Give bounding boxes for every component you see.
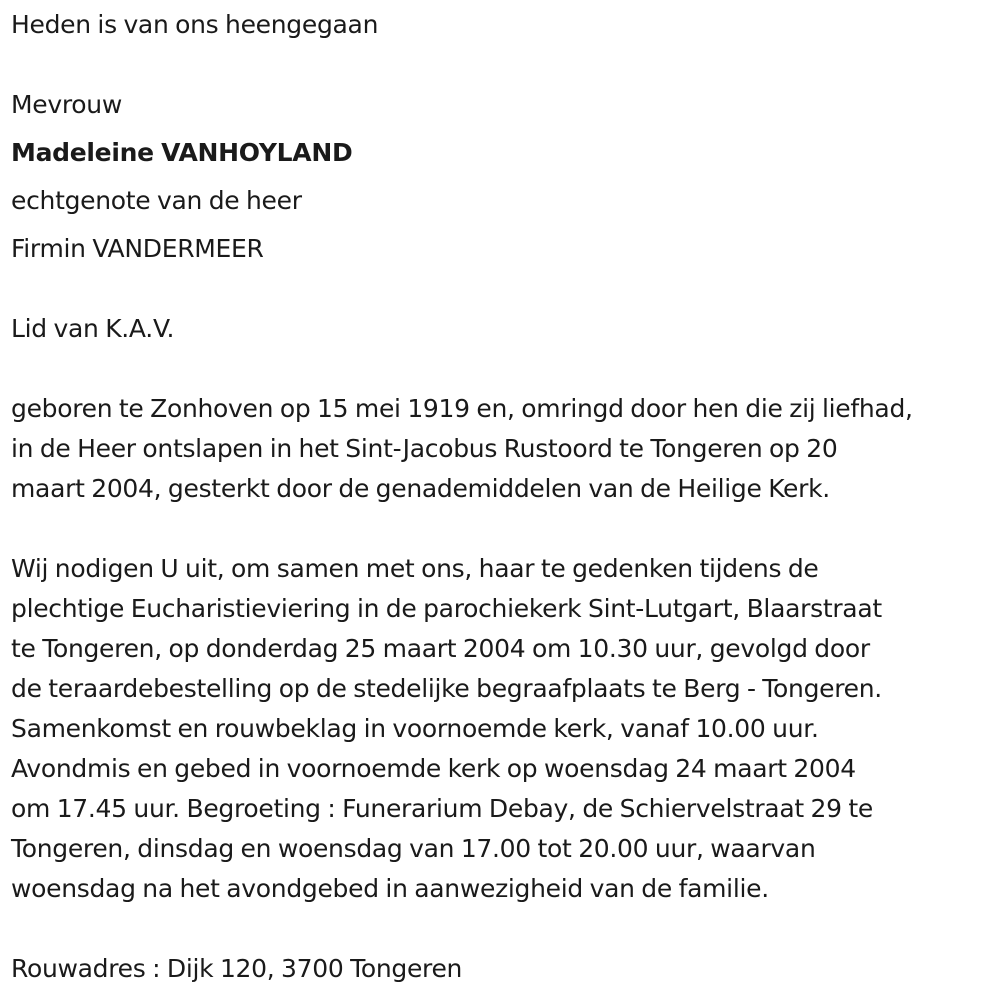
deceased-name: Madeleine VANHOYLAND — [11, 138, 353, 167]
invitation-line: de teraardebestelling op de stedelijke begraafplaats te Berg - Tongeren. — [11, 674, 882, 703]
membership-line: Lid van K.A.V. — [11, 314, 175, 343]
birth-line: in de Heer ontslapen in het Sint-Jacobus Rustoord te Tongeren op 20 — [11, 434, 838, 463]
invitation-line: Tongeren, dinsdag en woensdag van 17.00 tot 20.00 uur, waarvan — [11, 834, 816, 863]
spouse-name: Firmin VANDERMEER — [11, 234, 264, 263]
relation-line: echtgenote van de heer — [11, 186, 302, 215]
invitation-line: Avondmis en gebed in voornoemde kerk op woensdag 24 maart 2004 — [11, 754, 856, 783]
invitation-line: om 17.45 uur. Begroeting : Funerarium Debay, de Schiervelstraat 29 te — [11, 794, 873, 823]
invitation-line: woensdag na het avondgebed in aanwezigheid van de familie. — [11, 874, 769, 903]
invitation-line: Samenkomst en rouwbeklag in voornoemde kerk, vanaf 10.00 uur. — [11, 714, 819, 743]
birth-line: maart 2004, gesterkt door de genademiddelen van de Heilige Kerk. — [11, 474, 830, 503]
salutation: Mevrouw — [11, 90, 122, 119]
invitation-line: plechtige Eucharistieviering in de parochiekerk Sint-Lutgart, Blaarstraat — [11, 594, 882, 623]
intro-line: Heden is van ons heengegaan — [11, 10, 379, 39]
invitation-line: te Tongeren, op donderdag 25 maart 2004 om 10.30 uur, gevolgd door — [11, 634, 870, 663]
birth-line: geboren te Zonhoven op 15 mei 1919 en, omringd door hen die zij liefhad, — [11, 394, 913, 423]
address-line: Rouwadres : Dijk 120, 3700 Tongeren — [11, 954, 463, 983]
invitation-line: Wij nodigen U uit, om samen met ons, haar te gedenken tijdens de — [11, 554, 819, 583]
